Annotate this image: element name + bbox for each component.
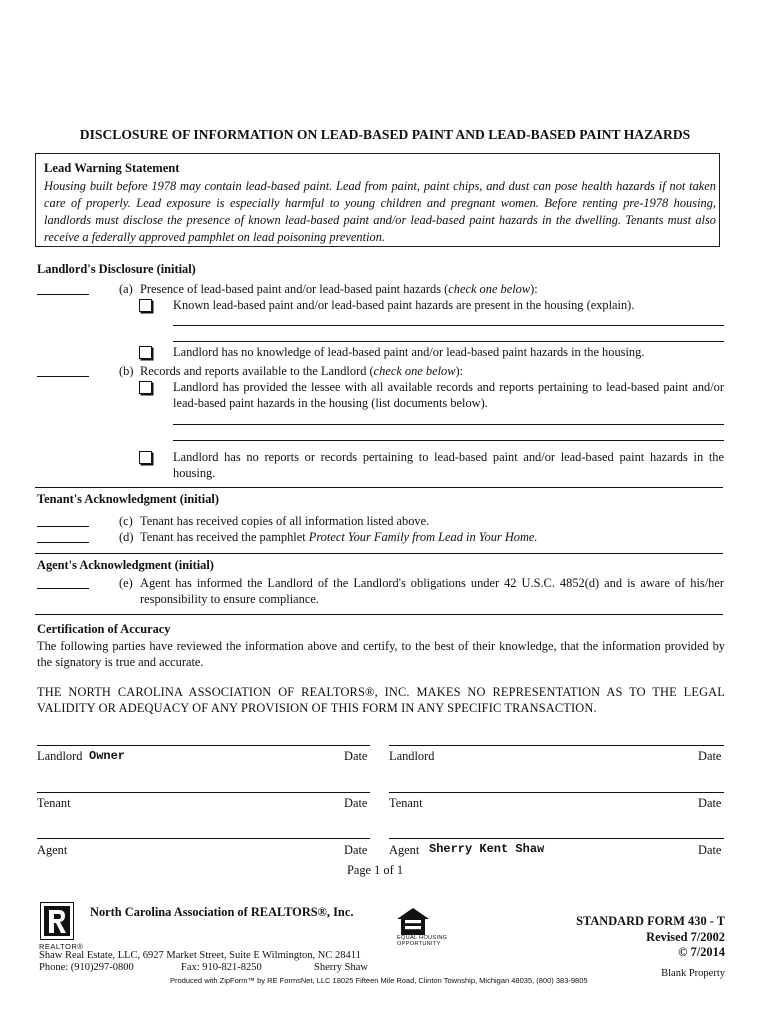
- checkbox-a-known[interactable]: [139, 299, 152, 312]
- property-name: Blank Property: [661, 968, 725, 979]
- item-b-text-pre: Records and reports available to the Landlord (: [140, 364, 374, 378]
- brokerage-address: Shaw Real Estate, LLC, 6927 Market Street, Suite E Wilmington, NC 28411: [39, 950, 361, 961]
- signature-line-landlord-2[interactable]: [389, 745, 724, 746]
- option-b-provided: Landlord has provided the lessee with all available records and reports pertaining to lead-based paint and/or lead-based paint hazards in the housing (list documents below).: [173, 380, 724, 410]
- section-divider-3: [35, 614, 723, 615]
- agent-name-footer: Sherry Shaw: [314, 962, 368, 973]
- page-number: Page 1 of 1: [346, 863, 404, 877]
- signature-line-agent-2[interactable]: [389, 838, 724, 839]
- item-a-text-italic: check one below: [448, 282, 531, 296]
- landlord-label-2: Landlord: [389, 749, 435, 763]
- signature-line-tenant-2[interactable]: [389, 792, 724, 793]
- explain-line-2[interactable]: [173, 341, 724, 342]
- section-divider-2: [35, 553, 723, 554]
- option-a-known: Known lead-based paint and/or lead-based paint hazards are present in the housing (explain).: [173, 298, 635, 312]
- documents-line-2[interactable]: [173, 440, 724, 441]
- tenant-label-2: Tenant: [389, 796, 423, 810]
- agent-value[interactable]: Sherry Kent Shaw: [429, 842, 545, 856]
- explain-line-1[interactable]: [173, 325, 724, 326]
- form-copyright: © 7/2014: [678, 945, 725, 959]
- association-name: North Carolina Association of REALTORS®, Inc.: [90, 905, 354, 919]
- form-revised: Revised 7/2002: [646, 930, 725, 944]
- section-divider-1: [35, 487, 723, 488]
- item-b-text: [140, 363, 463, 379]
- signature-line-landlord-1[interactable]: [37, 745, 370, 746]
- page-title: DISCLOSURE OF INFORMATION ON LEAD-BASED PAINT AND LEAD-BASED PAINT HAZARDS: [79, 127, 691, 142]
- item-c-label: (c): [119, 514, 133, 528]
- produced-by: Produced with ZipForm™ by RE FormsNet, LLC 18025 Fifteen Mile Road, Clinton Township, Michigan 48035, (800) 383-9805: [170, 976, 588, 985]
- date-label-landlord-2: Date: [698, 749, 722, 763]
- date-label-landlord-1: Date: [344, 749, 368, 763]
- certification-text: The following parties have reviewed the information above and certify, to the best of their knowledge, that the information provided by the signatory is true and accurate.: [37, 639, 725, 669]
- disclaimer-text: THE NORTH CAROLINA ASSOCIATION OF REALTORS®, INC. MAKES NO REPRESENTATION AS TO THE LEGAL VALIDITY OR ADEQUACY OF ANY PROVISION OF THIS FORM IN ANY SPECIFIC TRANSACTION.: [37, 685, 725, 715]
- form-number: STANDARD FORM 430 - T: [576, 914, 725, 928]
- agent-label-2: Agent: [389, 843, 420, 857]
- item-d-text: [140, 529, 538, 545]
- item-c-text: Tenant has received copies of all information listed above.: [140, 514, 430, 528]
- signature-line-tenant-1[interactable]: [37, 792, 370, 793]
- item-e-label: (e): [119, 576, 133, 590]
- eho-line-1: EQUAL HOUSING: [397, 935, 448, 941]
- initial-blank-d[interactable]: [37, 542, 89, 543]
- item-b-label: (b): [119, 364, 134, 378]
- item-b-text-post: ):: [455, 364, 464, 378]
- brokerage-phone: Phone: (910)297-0800: [39, 962, 134, 973]
- item-a-text-post: ):: [530, 282, 538, 296]
- date-label-tenant-2: Date: [698, 796, 722, 810]
- checkbox-b-no-reports[interactable]: [139, 451, 152, 464]
- documents-line-1[interactable]: [173, 424, 724, 425]
- initial-blank-a[interactable]: [37, 294, 89, 295]
- checkbox-a-no-knowledge[interactable]: [139, 346, 152, 359]
- certification-heading: Certification of Accuracy: [37, 622, 171, 636]
- landlord-value[interactable]: Owner: [89, 749, 126, 763]
- item-e-text: Agent has informed the Landlord of the Landlord's obligations under 42 U.S.C. 4852(d) and is aware of his/her responsibility to ensure compliance.: [140, 576, 724, 606]
- initial-blank-e[interactable]: [37, 588, 89, 589]
- brokerage-fax: Fax: 910-821-8250: [181, 962, 262, 973]
- date-label-tenant-1: Date: [344, 796, 368, 810]
- landlord-disclosure-heading: Landlord's Disclosure (initial): [37, 262, 196, 276]
- item-d-label: (d): [119, 530, 134, 544]
- item-a-text-pre: Presence of lead-based paint and/or lead-based paint hazards (: [140, 282, 449, 296]
- tenant-ack-heading: Tenant's Acknowledgment (initial): [37, 492, 219, 506]
- checkbox-b-provided[interactable]: [139, 381, 152, 394]
- item-b-text-italic: check one below: [373, 364, 456, 378]
- item-d-text-pre: Tenant has received the pamphlet: [140, 530, 309, 544]
- eho-line-2: OPPORTUNITY: [397, 941, 441, 947]
- lead-warning-text: Housing built before 1978 may contain lead-based paint. Lead from paint, paint chips, and dust can pose health hazards if not taken care of properly. Lead exposure is especially harmful to young children and pregnant women. Before renting pre-1978 housing, landlords must disclose the presence of known lead-based paint and/or lead-based paint hazards in the dwelling. Tenants must also receive a federally approved pamphlet on lead poisoning prevention.: [44, 179, 716, 244]
- item-a-text: [140, 281, 538, 297]
- agent-label-1: Agent: [37, 843, 68, 857]
- landlord-label-1: Landlord: [37, 749, 83, 763]
- signature-line-agent-1[interactable]: [37, 838, 370, 839]
- initial-blank-c[interactable]: [37, 526, 89, 527]
- initial-blank-b[interactable]: [37, 376, 89, 377]
- date-label-agent-2: Date: [698, 843, 722, 857]
- item-a-label: (a): [119, 282, 133, 296]
- agent-ack-heading: Agent's Acknowledgment (initial): [37, 558, 214, 572]
- option-b-no-reports: Landlord has no reports or records pertaining to lead-based paint and/or lead-based paint hazards in the housing.: [173, 450, 724, 480]
- item-d-text-italic: Protect Your Family from Lead in Your Home.: [308, 530, 538, 544]
- date-label-agent-1: Date: [344, 843, 368, 857]
- option-a-no-knowledge: Landlord has no knowledge of lead-based paint and/or lead-based paint hazards in the housing.: [173, 345, 645, 359]
- realtor-mark-text: REALTOR®: [39, 942, 84, 951]
- realtor-logo-icon: [40, 902, 74, 940]
- lead-warning-heading: Lead Warning Statement: [44, 161, 180, 175]
- tenant-label-1: Tenant: [37, 796, 71, 810]
